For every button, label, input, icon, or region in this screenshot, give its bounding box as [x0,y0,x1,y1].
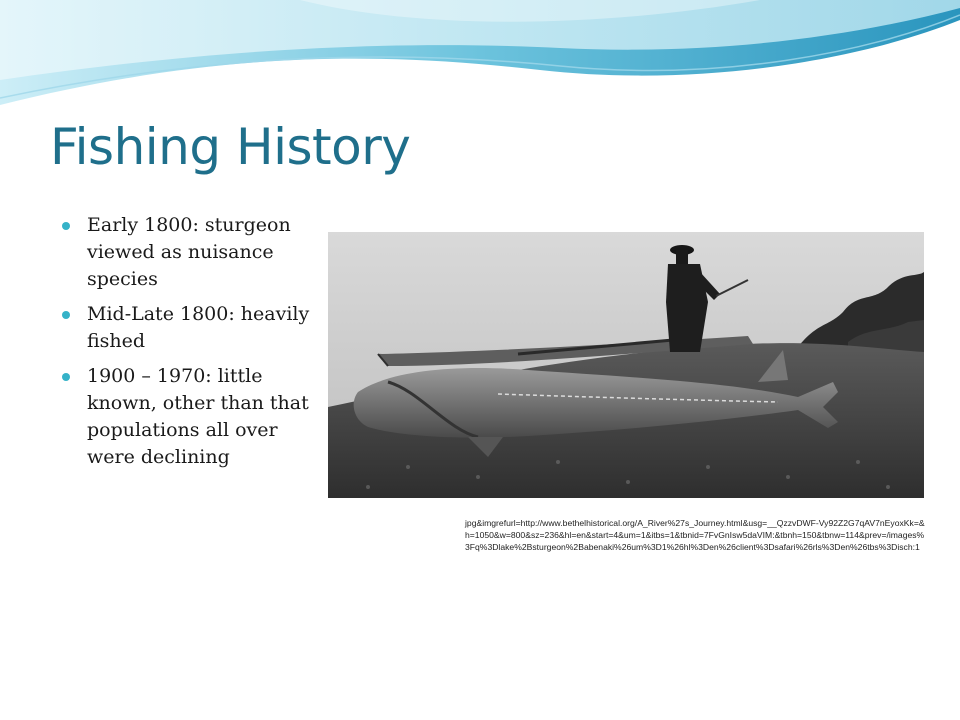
bullet-text: Early 1800: sturgeon viewed as nuisance species [87,214,291,290]
bullet-text: 1900 – 1970: little known, other than that populations all over were declining [87,365,309,468]
bullet-item [62,301,312,355]
bullet-dot-icon [62,373,70,381]
bullet-dot-icon [62,222,70,230]
image-source-caption: jpg&imgrefurl=http://www.bethelhistorical.org/A_River%27s_Journey.html&usg=__QzzvDWF-Vy92Z2G7qAV7nEyoxKk=&h=1050&w=800&sz=236&hl=en&start=4&um=1&itbs=1&tbnid=7FvGnIsw5daVIM:&tbnh=150&tbnw=114&prev=/images%3Fq%3Dlake%2Bsturgeon%2Babenaki%26um%3D1%26hl%3Den%26client%3Dsafari%26rls%3Den%26tbs%3Disch:1 [465,518,925,553]
slide-title: Fishing History [50,118,411,176]
bullet-text: Mid-Late 1800: heavily fished [87,303,310,352]
header-wave-decoration [0,0,960,130]
bullet-dot-icon [62,311,70,319]
bullet-list [62,212,312,479]
sturgeon-photo [328,232,924,498]
bullet-item [62,363,312,471]
bullet-item [62,212,312,293]
